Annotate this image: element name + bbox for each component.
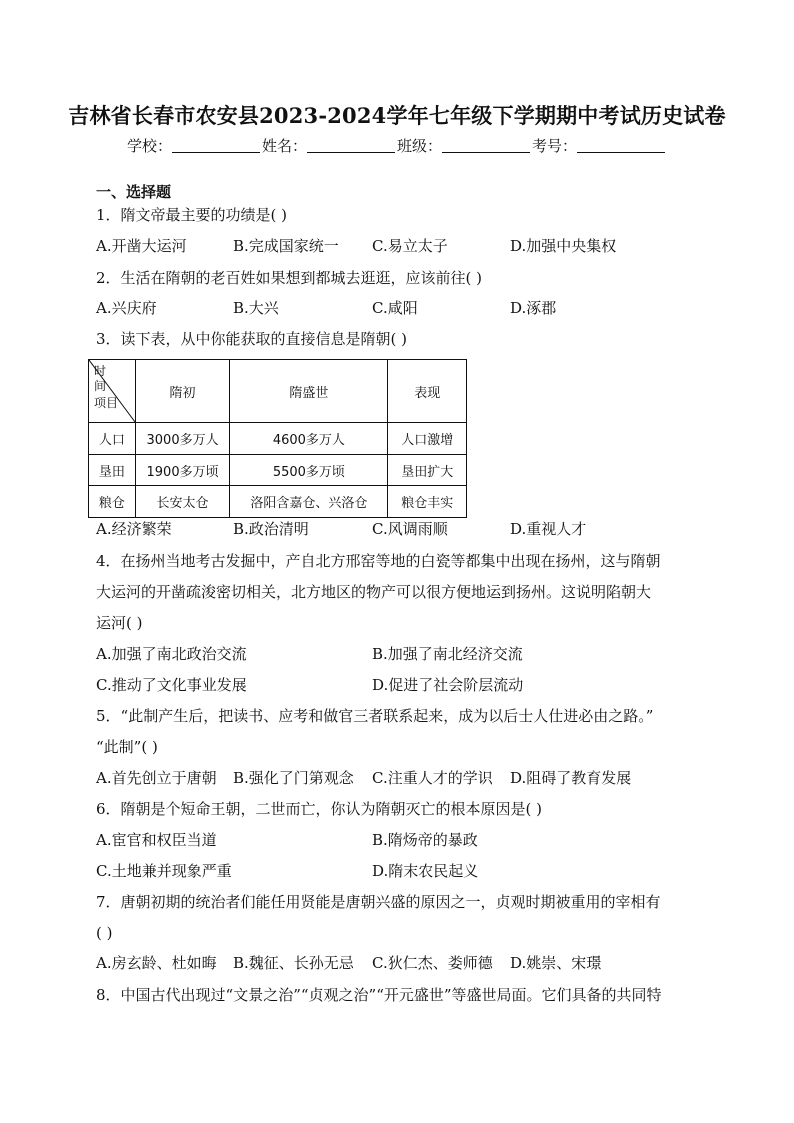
table-cell: 垦田 [89, 455, 136, 486]
question-8-stem-line: 8．中国古代出现过“文景之治”“贞观之治”“开元盛世”等盛世局面。它们具备的共同特 [96, 986, 662, 1004]
q5-option-c[interactable]: C.注重人才的学识 [372, 769, 493, 787]
q7-option-b[interactable]: B.魏征、长孙无忌 [233, 954, 354, 972]
table-cell: 粮仓 [89, 486, 136, 518]
question-1-stem: 1．隋文帝最主要的功绩是( ) [96, 206, 288, 224]
q3-option-c[interactable]: C.风调雨顺 [372, 520, 448, 538]
school-label: 学校： [126, 137, 172, 155]
q2-option-b[interactable]: B.大兴 [233, 299, 279, 317]
q5-option-a[interactable]: A.首先创立于唐朝 [96, 769, 217, 787]
table-row [89, 455, 467, 486]
q6-option-d[interactable]: D.隋末农民起义 [372, 862, 479, 880]
q3-option-d[interactable]: D.重视人才 [510, 520, 587, 538]
table-cell: 长安太仓 [135, 486, 230, 518]
question-5-stem-line: 5．“此制产生后，把读书、应考和做官三者联系起来，成为以后士人仕进必由之路。” [96, 707, 654, 725]
q1-option-b[interactable]: B.完成国家统一 [233, 237, 339, 255]
q5-option-b[interactable]: B.强化了门第观念 [233, 769, 354, 787]
student-info-line [0, 135, 794, 156]
question-6-stem: 6．隋朝是个短命王朝，二世而亡，你认为隋朝灭亡的根本原因是( ) [96, 800, 543, 818]
table-header-cell: 隋初 [135, 360, 230, 423]
q3-option-a[interactable]: A.经济繁荣 [96, 520, 172, 538]
table-row [89, 423, 467, 455]
question-4-stem-line: 运河( ) [96, 614, 143, 632]
q4-option-d[interactable]: D.促进了社会阶层流动 [372, 676, 524, 694]
q4-option-a[interactable]: A.加强了南北政治交流 [96, 645, 247, 663]
table-cell: 垦田扩大 [388, 455, 467, 486]
corner-top-label: 时间 [94, 364, 107, 393]
question-3-stem: 3．读下表，从中你能获取的直接信息是隋朝( ) [96, 330, 408, 348]
corner-bottom-label: 项目 [94, 396, 119, 410]
table-cell: 4600多万人 [230, 423, 388, 455]
population-table [88, 359, 467, 518]
table-cell: 5500多万顷 [230, 455, 388, 486]
table-header-row [89, 360, 467, 423]
exam-title: 吉林省长春市农安县2023-2024学年七年级下学期期中考试历史试卷 [68, 103, 726, 128]
class-blank[interactable] [442, 138, 530, 153]
class-label: 班级： [397, 137, 443, 155]
table-cell: 粮仓丰实 [388, 486, 467, 518]
table-cell: 人口 [89, 423, 136, 455]
q4-option-b[interactable]: B.加强了南北经济交流 [372, 645, 523, 663]
exam-number-blank[interactable] [577, 138, 665, 153]
table-cell: 1900多万顷 [135, 455, 230, 486]
school-blank[interactable] [172, 138, 260, 153]
q2-option-a[interactable]: A.兴庆府 [96, 299, 157, 317]
q6-option-c[interactable]: C.土地兼并现象严重 [96, 862, 232, 880]
question-7-stem-line: 7．唐朝初期的统治者们能任用贤能是唐朝兴盛的原因之一，贞观时期被重用的宰相有 [96, 893, 661, 911]
question-4-stem-line: 4．在扬州当地考古发掘中，产自北方邢窑等地的白瓷等都集中出现在扬州，这与隋朝 [96, 552, 661, 570]
q7-option-a[interactable]: A.房玄龄、杜如晦 [96, 954, 217, 972]
table-cell: 3000多万人 [135, 423, 230, 455]
q5-option-d[interactable]: D.阻碍了教育发展 [510, 769, 632, 787]
name-label: 姓名： [261, 137, 307, 155]
table-cell: 洛阳含嘉仓、兴洛仓 [230, 486, 388, 518]
q7-option-d[interactable]: D.姚崇、宋璟 [510, 954, 602, 972]
question-7-stem-line: ( ) [96, 924, 113, 942]
q1-option-d[interactable]: D.加强中央集权 [510, 237, 617, 255]
table-cell: 人口激增 [388, 423, 467, 455]
q7-option-c[interactable]: C.狄仁杰、娄师德 [372, 954, 493, 972]
section-heading: 一、选择题 [96, 183, 172, 201]
q6-option-a[interactable]: A.宦官和权臣当道 [96, 831, 217, 849]
q2-option-c[interactable]: C.咸阳 [372, 299, 418, 317]
table-row [89, 486, 467, 518]
table-corner-cell [89, 360, 136, 423]
name-blank[interactable] [307, 138, 395, 153]
exam-number-label: 考号： [532, 137, 578, 155]
question-5-stem-line: “此制”( ) [96, 738, 158, 756]
q2-option-d[interactable]: D.涿郡 [510, 299, 557, 317]
question-2-stem: 2．生活在隋朝的老百姓如果想到都城去逛逛，应该前往( ) [96, 269, 483, 287]
q6-option-b[interactable]: B.隋炀帝的暴政 [372, 831, 478, 849]
q4-option-c[interactable]: C.推动了文化事业发展 [96, 676, 247, 694]
table-header-cell: 隋盛世 [230, 360, 388, 423]
question-4-stem-line: 大运河的开凿疏浚密切相关，北方地区的物产可以很方便地运到扬州。这说明陷朝大 [96, 583, 652, 601]
q1-option-a[interactable]: A.开凿大运河 [96, 237, 187, 255]
q3-option-b[interactable]: B.政治清明 [233, 520, 309, 538]
q1-option-c[interactable]: C.易立太子 [372, 237, 448, 255]
table-header-cell: 表现 [388, 360, 467, 423]
